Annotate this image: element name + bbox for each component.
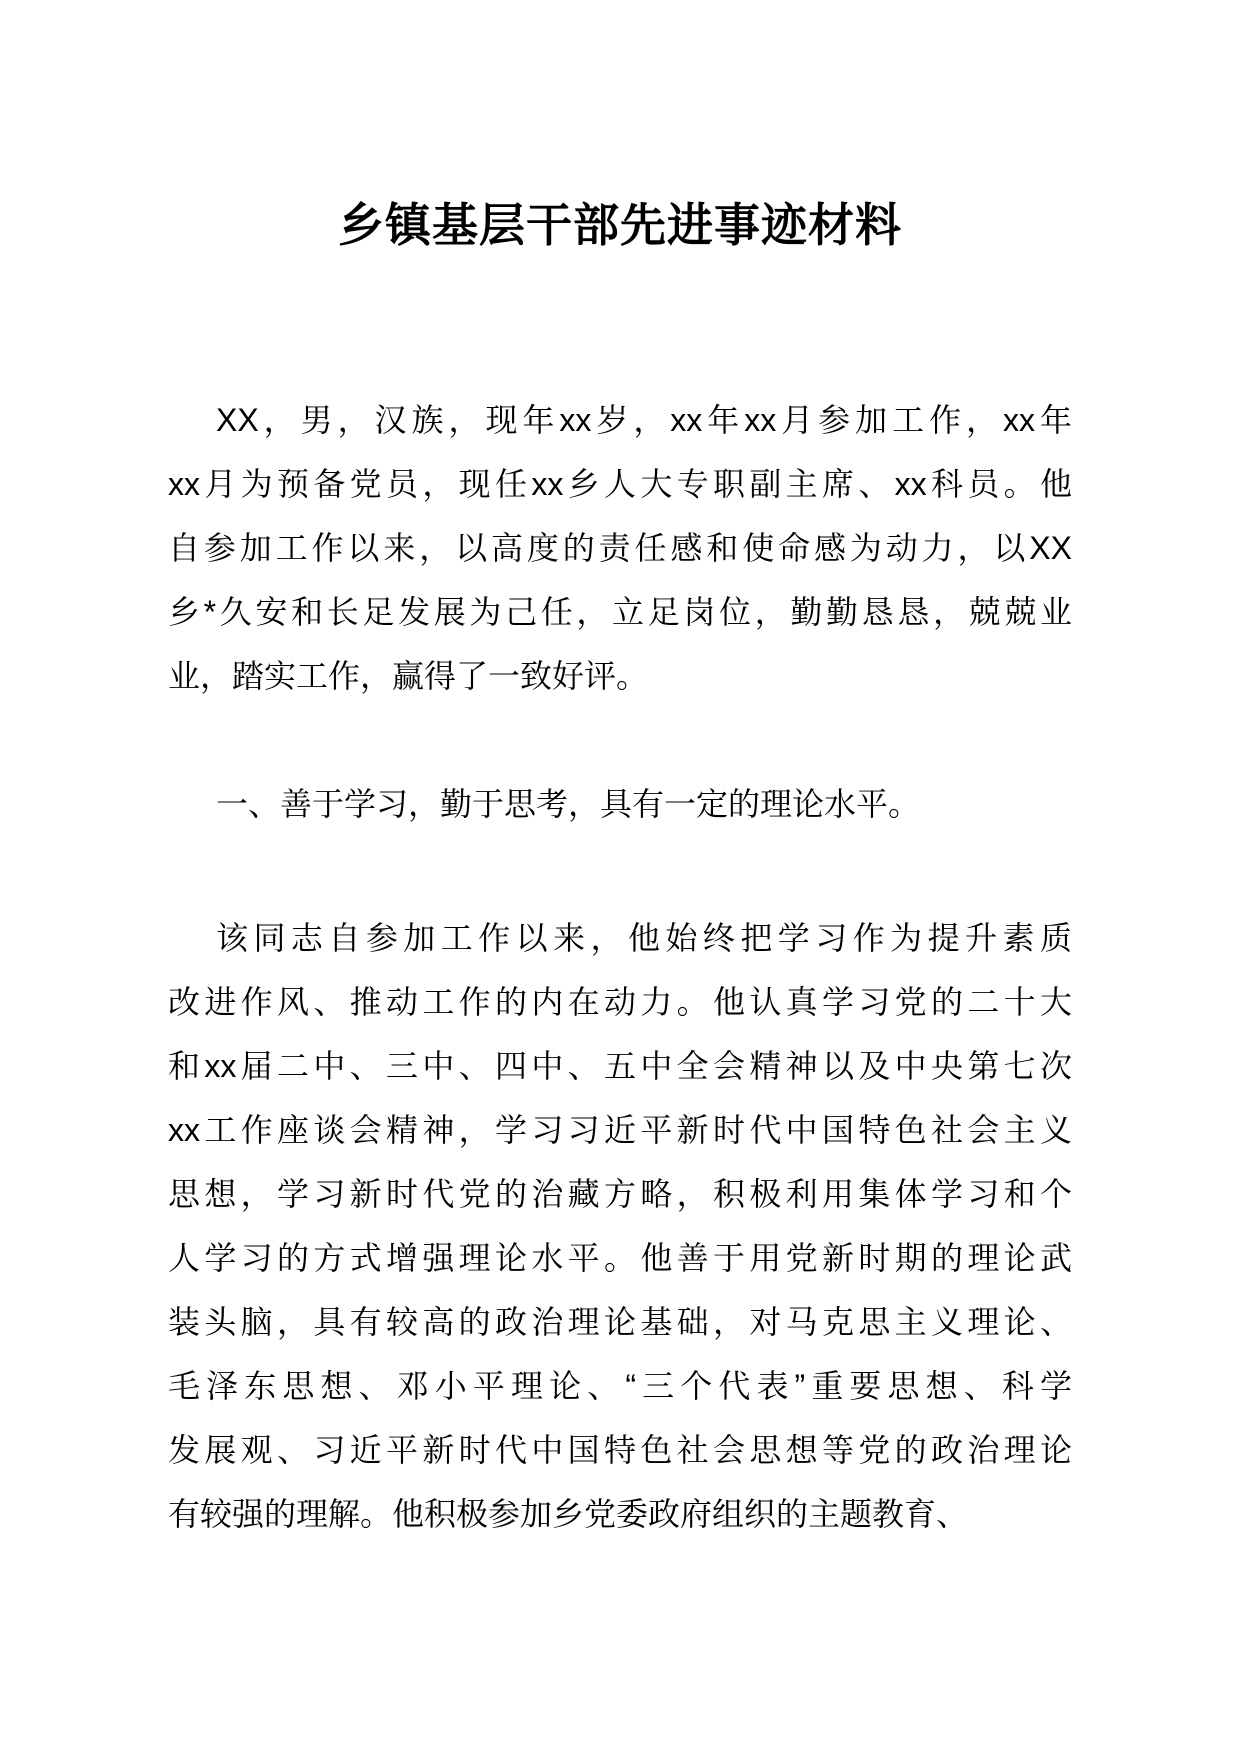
text-line: 思想，学习新时代党的治藏方略，积极利用集体学习和个 (168, 1176, 1072, 1212)
paragraph-section-1 (168, 906, 1072, 1546)
text-line: 发展观、习近平新时代中国特色社会思想等党的政治理论 (168, 1432, 1072, 1468)
text-line: 改进作风、推动工作的内在动力。他认真学习党的二十大 (168, 984, 1072, 1020)
text-line: XX，男，汉族，现年xx岁，xx年xx月参加工作，xx年 (216, 402, 1072, 438)
text-line: 毛泽东思想、邓小平理论、“三个代表”重要思想、科学 (168, 1368, 1072, 1404)
text-line: 乡*久安和长足发展为己任，立足岗位，勤勤恳恳，兢兢业 (168, 594, 1072, 630)
paragraph-intro (168, 388, 1072, 708)
text-line: 人学习的方式增强理论水平。他善于用党新时期的理论武 (168, 1240, 1072, 1276)
text-line: 装头脑，具有较高的政治理论基础，对马克思主义理论、 (168, 1304, 1072, 1340)
text-line: 该同志自参加工作以来，他始终把学习作为提升素质 (216, 920, 1072, 956)
text-line: 和xx届二中、三中、四中、五中全会精神以及中央第七次 (168, 1048, 1072, 1084)
text-line: xx工作座谈会精神，学习习近平新时代中国特色社会主义 (168, 1112, 1072, 1148)
text-line: 有较强的理解。他积极参加乡党委政府组织的主题教育、 (168, 1496, 969, 1532)
document-content (168, 0, 1072, 1546)
document-title: 乡镇基层干部先进事迹材料 (338, 199, 902, 251)
text-line: 自参加工作以来，以高度的责任感和使命感为动力，以XX (168, 530, 1072, 566)
text-line: 业，踏实工作，赢得了一致好评。 (168, 658, 649, 694)
section-1-heading: 一、善于学习，勤于思考，具有一定的理论水平。 (216, 786, 921, 822)
text-line: xx月为预备党员，现任xx乡人大专职副主席、xx科员。他 (168, 466, 1072, 502)
